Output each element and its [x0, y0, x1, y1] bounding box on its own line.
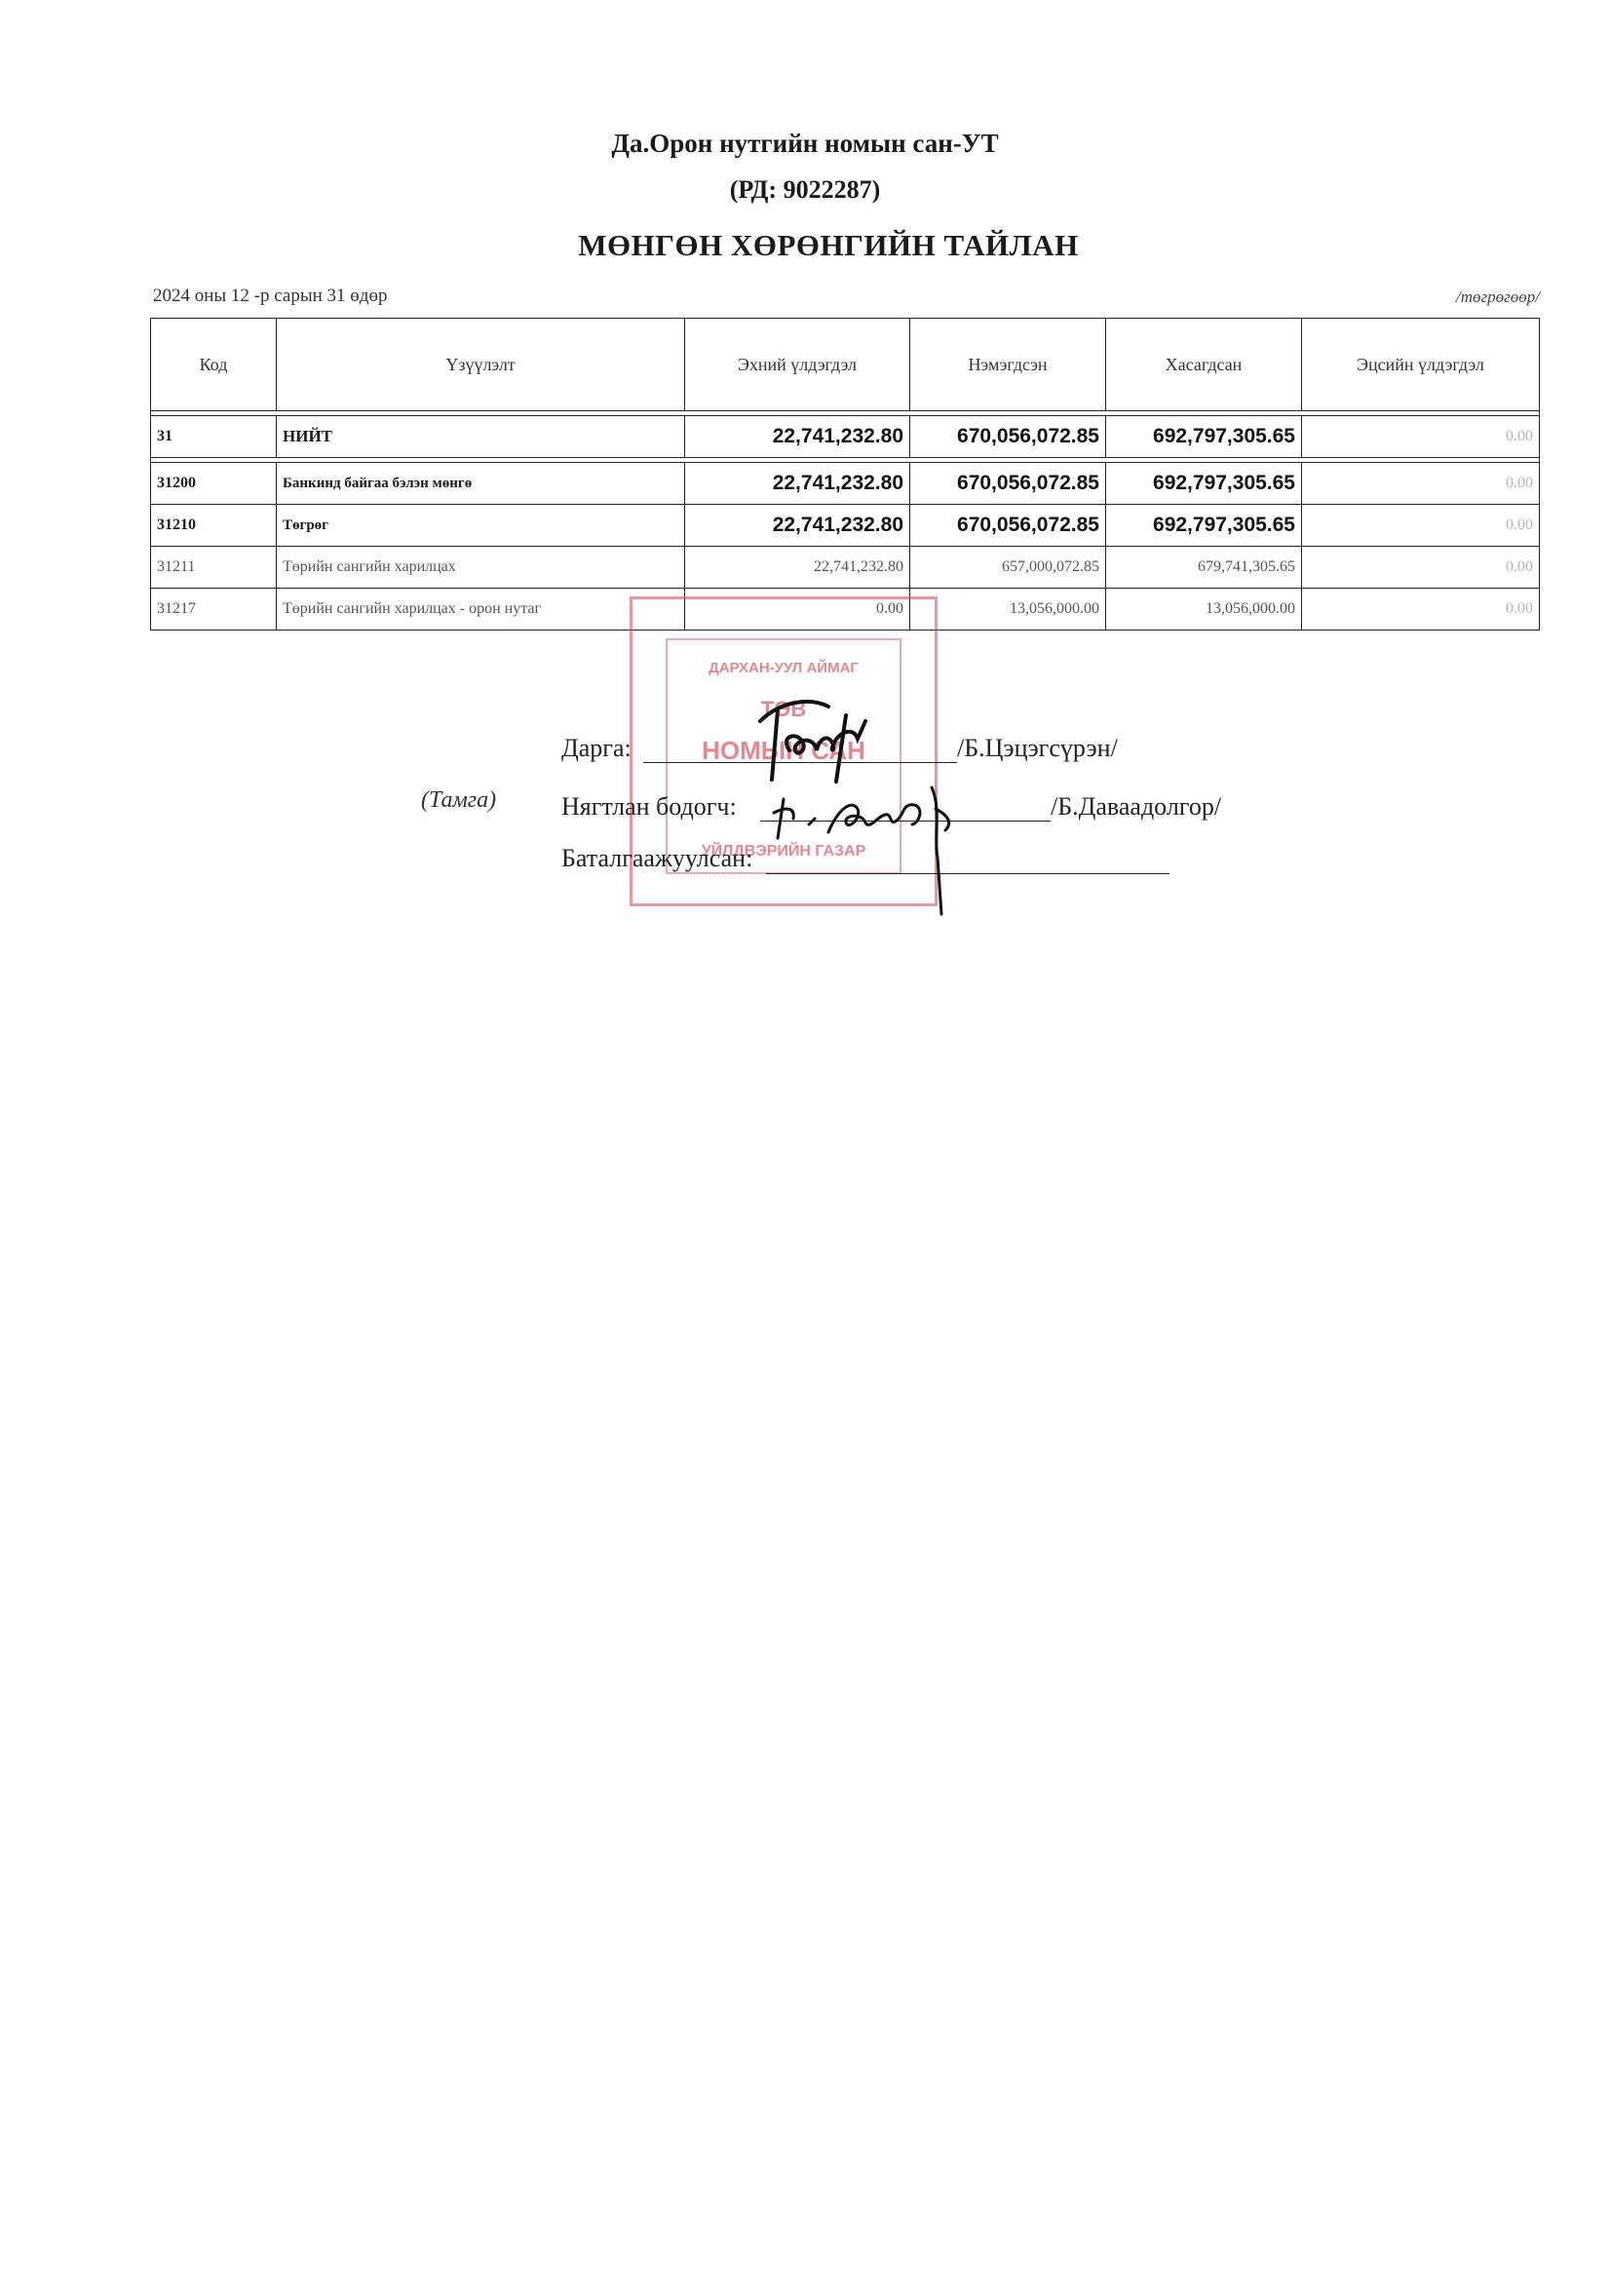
row-closing: 0.00 — [1302, 547, 1540, 589]
report-title: МӨНГӨН ХӨРӨНГИЙН ТАЙЛАН — [578, 228, 1079, 262]
row-name: Төрийн сангийн харилцах - орон нутаг — [277, 589, 685, 631]
row-deducted: 692,797,305.65 — [1106, 416, 1302, 458]
row-added: 670,056,072.85 — [910, 416, 1106, 458]
row-closing: 0.00 — [1302, 505, 1540, 547]
row-closing: 0.00 — [1302, 416, 1540, 458]
row-added: 657,000,072.85 — [910, 547, 1106, 589]
seal-text-region: ДАРХАН-УУЛ АЙМАГ — [709, 660, 859, 676]
row-code: 31200 — [151, 463, 277, 505]
row-code: 31211 — [151, 547, 277, 589]
row-opening: 22,741,232.80 — [685, 416, 910, 458]
col-header-closing: Эцсийн үлдэгдэл — [1302, 319, 1540, 411]
row-name: Төрийн сангийн харилцах — [277, 547, 685, 589]
col-header-added: Нэмэгдсэн — [910, 319, 1106, 411]
col-header-deducted: Хасагдсан — [1106, 319, 1302, 411]
row-name: Банкинд байгаа бэлэн мөнгө — [277, 463, 685, 505]
registration-number: (РД: 9022287) — [729, 175, 881, 204]
table-row — [151, 463, 1540, 505]
accountant-label: Нягтлан бодогч: — [561, 792, 737, 821]
row-added: 670,056,072.85 — [910, 505, 1106, 547]
seal-text-center: ТӨВ — [760, 697, 807, 721]
row-deducted: 692,797,305.65 — [1106, 505, 1302, 547]
row-deducted: 692,797,305.65 — [1106, 463, 1302, 505]
verified-label: Баталгаажуулсан: — [561, 844, 753, 872]
organization-name: Да.Орон нутгийн номын сан-УТ — [611, 129, 999, 158]
table-row — [151, 505, 1540, 547]
row-code: 31217 — [151, 589, 277, 631]
row-opening: 22,741,232.80 — [685, 505, 910, 547]
row-closing: 0.00 — [1302, 463, 1540, 505]
report-table — [150, 318, 1540, 631]
table-header-row — [151, 319, 1540, 411]
accountant-signature — [770, 780, 965, 921]
row-code: 31210 — [151, 505, 277, 547]
table-row — [151, 547, 1540, 589]
row-name: Төгрөг — [277, 505, 685, 547]
row-code: 31 — [151, 416, 277, 458]
row-added: 13,056,000.00 — [910, 589, 1106, 631]
row-opening: 0.00 — [685, 589, 910, 631]
row-deducted: 13,056,000.00 — [1106, 589, 1302, 631]
row-added: 670,056,072.85 — [910, 463, 1106, 505]
col-header-opening: Эхний үлдэгдэл — [685, 319, 910, 411]
row-closing: 0.00 — [1302, 589, 1540, 631]
seal-placeholder-note: (Тамга) — [421, 787, 497, 813]
row-opening: 22,741,232.80 — [685, 547, 910, 589]
accountant-name: /Б.Даваадолгор/ — [1051, 792, 1222, 821]
director-name: /Б.Цэцэгсүрэн/ — [957, 734, 1118, 762]
director-signature — [721, 682, 877, 789]
col-header-code: Код — [151, 319, 277, 411]
currency-unit: /төгрөгөөр/ — [1456, 287, 1540, 306]
report-date: 2024 оны 12 -р сарын 31 өдөр — [153, 286, 388, 306]
col-header-indicator: Үзүүлэлт — [277, 319, 685, 411]
seal-text-bottom: УЙЛДВЭРИЙН ГАЗАР — [701, 843, 866, 860]
row-opening: 22,741,232.80 — [685, 463, 910, 505]
director-label: Дарга: — [561, 734, 632, 762]
row-name: НИЙТ — [277, 416, 685, 458]
table-row — [151, 416, 1540, 458]
row-deducted: 679,741,305.65 — [1106, 547, 1302, 589]
seal-text-library: НОМЫН САН — [702, 736, 865, 765]
